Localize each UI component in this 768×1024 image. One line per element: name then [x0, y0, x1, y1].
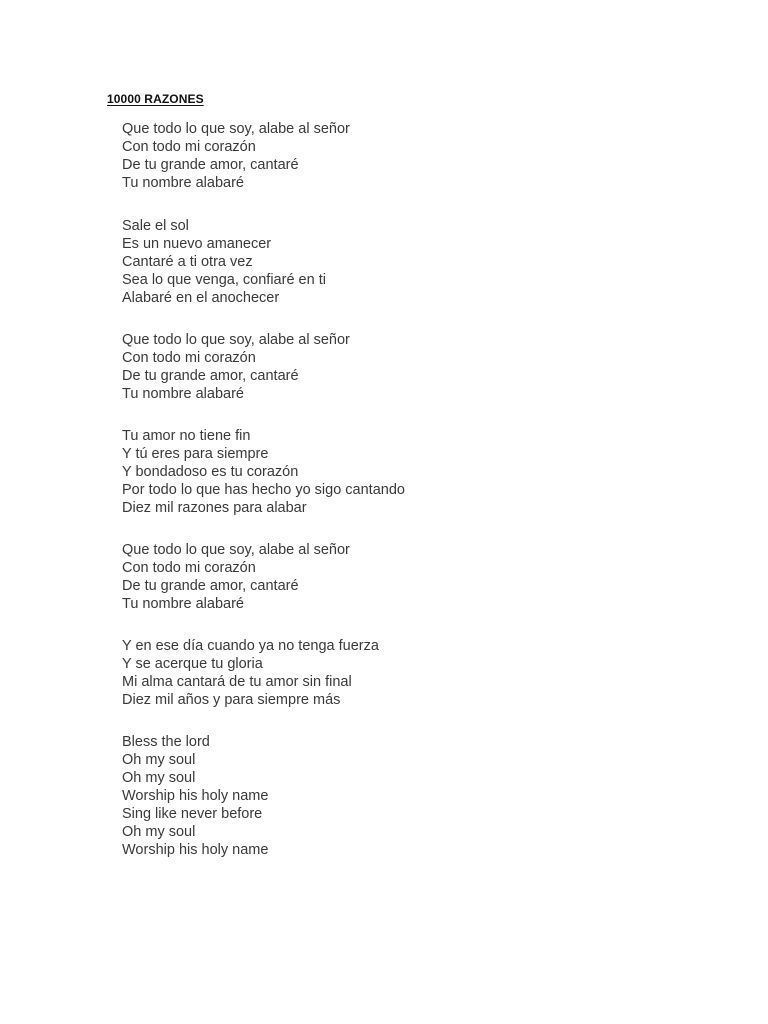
lyrics-stanza-1 — [122, 120, 350, 192]
lyric-line: Y tú eres para siempre — [122, 446, 269, 462]
lyric-line: Tu amor no tiene fin — [122, 428, 251, 444]
lyric-line: Que todo lo que soy, alabe al señor — [122, 121, 350, 137]
lyric-line: Worship his holy name — [122, 788, 269, 804]
lyric-line: Tu nombre alabaré — [122, 596, 244, 612]
lyrics-stanza-5 — [122, 541, 350, 613]
lyric-line: Oh my soul — [122, 752, 196, 768]
lyric-line: Es un nuevo amanecer — [122, 236, 272, 252]
document-title: 10000 RAZONES — [107, 92, 204, 106]
lyric-line: Diez mil razones para alabar — [122, 500, 307, 516]
lyric-line: Y en ese día cuando ya no tenga fuerza — [122, 638, 379, 654]
lyric-line: Que todo lo que soy, alabe al señor — [122, 332, 350, 348]
lyric-line: Con todo mi corazón — [122, 350, 256, 366]
lyric-line: Bless the lord — [122, 734, 210, 750]
lyric-line: Con todo mi corazón — [122, 139, 256, 155]
lyrics-stanza-7 — [122, 733, 268, 859]
lyric-line: Worship his holy name — [122, 842, 269, 858]
lyrics-stanza-4 — [122, 427, 405, 517]
lyric-line: Oh my soul — [122, 824, 196, 840]
lyric-line: De tu grande amor, cantaré — [122, 368, 299, 384]
lyric-line: Y bondadoso es tu corazón — [122, 464, 299, 480]
lyric-line: Sea lo que venga, confiaré en ti — [122, 272, 326, 288]
lyrics-stanza-2 — [122, 217, 326, 307]
lyrics-stanza-3 — [122, 331, 350, 403]
lyric-line: Cantaré a ti otra vez — [122, 254, 253, 270]
lyric-line: Tu nombre alabaré — [122, 386, 244, 402]
lyric-line: Y se acerque tu gloria — [122, 656, 263, 672]
lyric-line: De tu grande amor, cantaré — [122, 157, 299, 173]
lyrics-stanza-6 — [122, 637, 379, 709]
lyric-line: Mi alma cantará de tu amor sin final — [122, 674, 352, 690]
lyric-line: Con todo mi corazón — [122, 560, 256, 576]
lyric-line: Sing like never before — [122, 806, 263, 822]
lyric-line: Tu nombre alabaré — [122, 175, 244, 191]
lyric-line: Sale el sol — [122, 218, 189, 234]
lyric-line: Que todo lo que soy, alabe al señor — [122, 542, 350, 558]
lyric-line: Oh my soul — [122, 770, 196, 786]
lyric-line: Diez mil años y para siempre más — [122, 692, 341, 708]
lyric-line: De tu grande amor, cantaré — [122, 578, 299, 594]
lyric-line: Por todo lo que has hecho yo sigo cantando — [122, 482, 405, 498]
lyric-line: Alabaré en el anochecer — [122, 290, 280, 306]
